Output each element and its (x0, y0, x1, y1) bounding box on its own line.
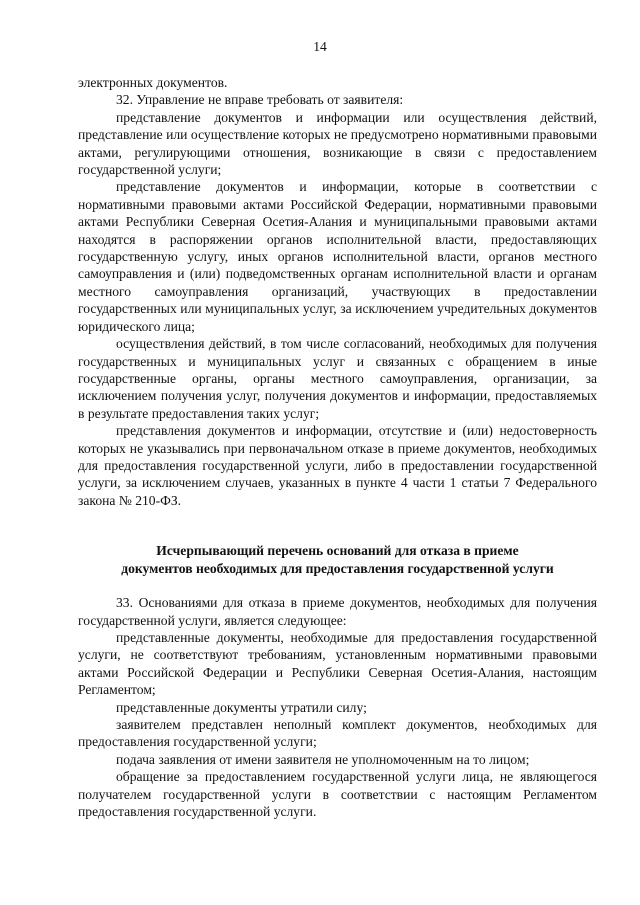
section-heading (78, 542, 597, 578)
paragraph-list-item: представленные документы, необходимые для предоставления государственной услуги, не соответствуют требованиям, установленным нормативными правовыми актами Российской Федерации и Республики Северная Осетия-Алания, настоящим Регламентом; (78, 629, 597, 698)
page-number: 14 (313, 39, 327, 54)
paragraph-list-item: представление документов и информации, которые в соответствии с нормативными правовыми актами Российской Федерации, нормативными правовыми актами Республики Северная Осетия-Алания и муниципальными правовыми актами находятся в распоряжении органов исполнительной власти, предоставляющих государственную услугу, иных органов исполнительной власти, органов местного самоуправления и (или) подведомственных органам исполнительной власти и органам местного самоуправления организаций, участвующих в предоставлении государственных или муниципальных услуг, за исключением учредительных документов юридического лица; (78, 179, 597, 334)
section-heading-line-2: документов необходимых для предоставления государственной услуги (121, 561, 554, 577)
paragraph-list-item: обращение за предоставлением государственной услуги лица, не являющегося получателем государственной услуги в соответствии с настоящим Регламентом предоставления государственной услуги. (78, 769, 597, 820)
paragraph-continuation: электронных документов. (78, 75, 228, 90)
paragraph-list-item: представление документов и информации или осуществления действий, представление или осуществление которых не предусмотрено нормативными правовыми актами, регулирующими отношения, возникающие в связи с предоставлением государственной услуги; (78, 109, 597, 178)
paragraph-list-item: осуществления действий, в том числе согласований, необходимых для получения государственных и муниципальных услуг и связанных с обращением в иные государственные органы, органы местного самоуправления, организации, за исключением получения услуг, получения документов и информации, предоставляемых в результате предоставления таких услуг; (78, 336, 597, 421)
paragraph-list-item: представленные документы утратили силу; (116, 699, 367, 715)
paragraph-clause-32: 32. Управление не вправе требовать от заявителя: (116, 92, 404, 108)
paragraph-list-item: подача заявления от имени заявителя не уполномоченным на то лицом; (116, 751, 530, 767)
paragraph-clause-33: 33. Основаниями для отказа в приеме документов, необходимых для получения государственной услуги, является следующее: (78, 595, 597, 628)
paragraph-list-item: заявителем представлен неполный комплект документов, необходимых для предоставления государственной услуги; (78, 717, 597, 750)
document-body (78, 74, 597, 820)
section-heading-line-1: Исчерпывающий перечень оснований для отказа в приеме (156, 543, 519, 559)
paragraph-list-item: представления документов и информации, отсутствие и (или) недостоверность которых не указывались при первоначальном отказе в приеме документов, необходимых для предоставления государственной услуги, либо в предоставлении государственной услуги, за исключением случаев, указанных в пункте 4 части 1 статьи 7 Федерального закона № 210-ФЗ. (78, 423, 597, 508)
